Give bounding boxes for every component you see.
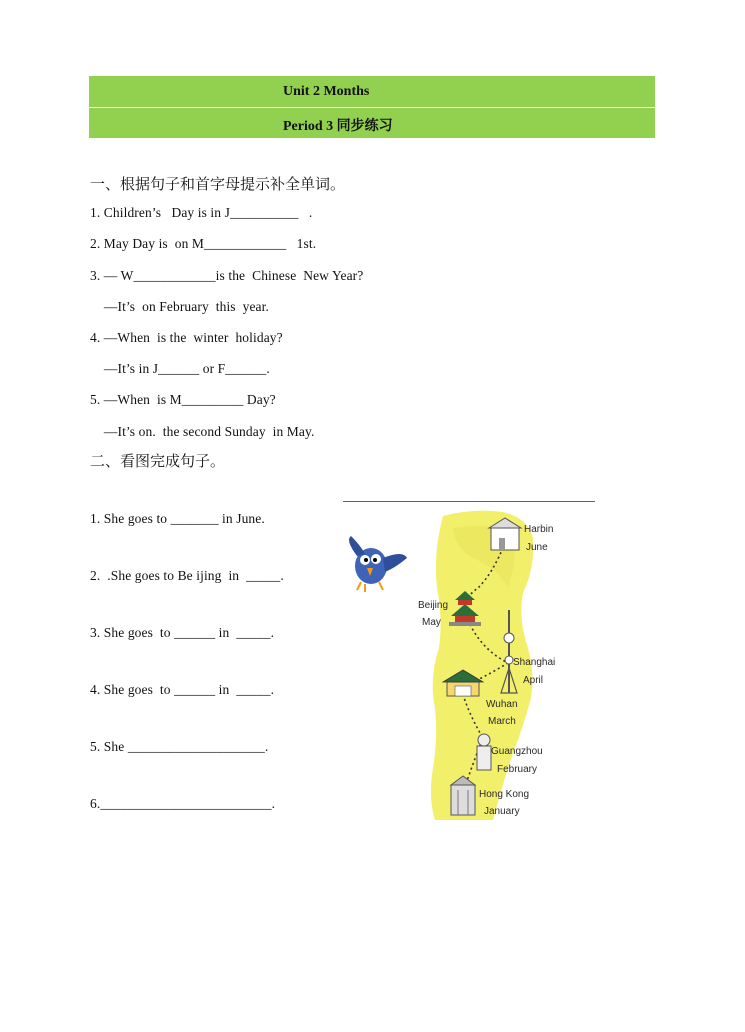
china-travel-map	[343, 498, 595, 828]
answer-line: —It’s in J______ or F______.	[90, 361, 270, 376]
month-label-harbin: June	[526, 542, 548, 553]
question-line: 1. Children’s Day is in J__________ .	[90, 205, 313, 220]
month-label-hongkong: January	[484, 806, 520, 817]
picture-question-line: 6._________________________.	[90, 796, 276, 811]
question-line: 5. —When is M_________ Day?	[90, 392, 276, 407]
unit-title: Unit 2 Months	[283, 84, 370, 99]
city-label-shanghai: Shanghai	[513, 657, 556, 668]
picture-question-line: 4. She goes to ______ in _____.	[90, 682, 275, 697]
city-label-hongkong: Hong Kong	[479, 789, 530, 800]
question-line: 3. — W____________is the Chinese New Year?	[90, 268, 364, 283]
answer-line: —It’s on. the second Sunday in May.	[90, 424, 315, 439]
city-label-harbin: Harbin	[524, 524, 554, 535]
month-label-beijing: May	[422, 617, 441, 628]
header-divider	[89, 107, 655, 108]
month-label-wuhan: March	[488, 716, 516, 727]
section2-title: 二、看图完成句子。	[90, 452, 226, 470]
question-line: 2. May Day is on M____________ 1st.	[90, 236, 317, 251]
city-label-wuhan: Wuhan	[486, 699, 518, 710]
hongkong-building-icon	[451, 776, 475, 815]
question-line: 4. —When is the winter holiday?	[90, 330, 283, 345]
worksheet-header	[89, 76, 655, 138]
guangzhou-statue-icon	[477, 734, 491, 770]
month-label-shanghai: April	[523, 675, 544, 686]
picture-question-line: 3. She goes to ______ in _____.	[90, 625, 275, 640]
section1-title: 一、根据句子和首字母提示补全单词。	[90, 175, 346, 193]
city-label-beijing: Beijing	[418, 600, 449, 611]
answer-line: —It’s on February this year.	[90, 299, 269, 314]
picture-question-line: 1. She goes to _______ in June.	[90, 511, 265, 526]
picture-question-line: 2. .She goes to Be ijing in _____.	[90, 568, 284, 583]
city-label-guangzhou: Guangzhou	[491, 746, 543, 757]
picture-question-line: 5. She ____________________.	[90, 739, 269, 754]
month-label-guangzhou: February	[497, 764, 538, 775]
bird-icon	[349, 536, 407, 592]
period-subtitle: Period 3 同步练习	[283, 119, 393, 134]
